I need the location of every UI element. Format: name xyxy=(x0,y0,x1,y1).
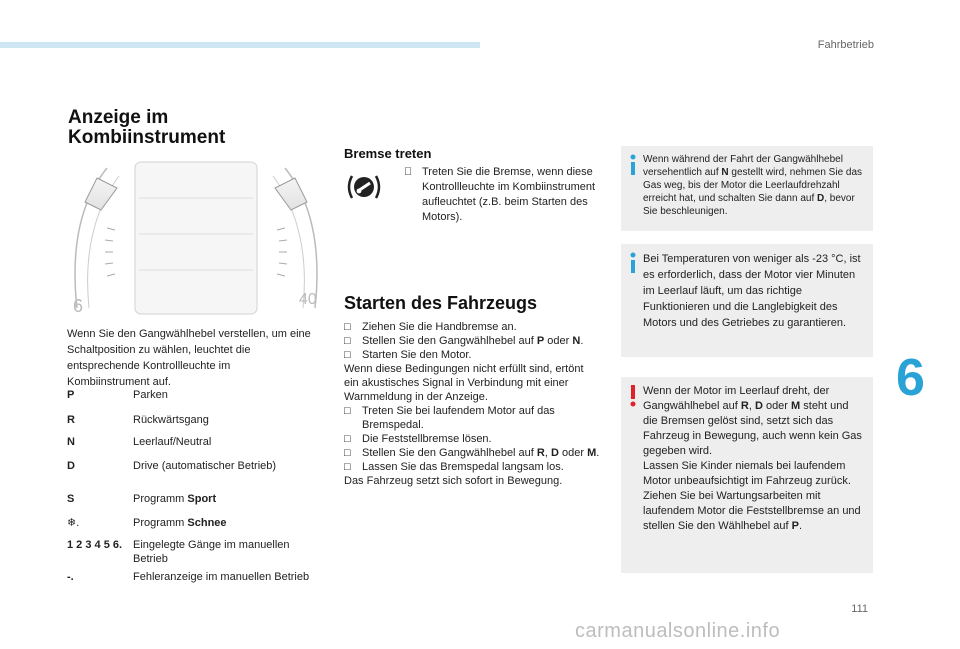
gear-d: D xyxy=(550,447,559,459)
list-item: □ Treten Sie bei laufendem Motor auf das Bremspedal. xyxy=(344,405,555,431)
title-line-2: Kombiinstrument xyxy=(68,127,226,148)
brake-instruction xyxy=(404,165,612,225)
list-item: □ Stellen Sie den Gangwählhebel auf R, D oder M. xyxy=(344,447,600,459)
step-text: Starten Sie den Motor. xyxy=(362,349,472,361)
intro-paragraph: Wenn Sie den Gangwählhebel verstellen, um eine Schaltposition zu wählen, leuchtet die entsprechende Kontrollleuchte im Kombiinstrument auf. xyxy=(67,328,311,388)
note-text: steht und die Bremsen gelöst sind, setzt sich das Fahrzeug in Bewegung, auch wenn kein Gas gegeben wird. xyxy=(643,400,862,457)
gear-m: M xyxy=(791,400,801,412)
page-number: 111 xyxy=(851,603,868,615)
warning-icon xyxy=(627,385,639,407)
gear-value xyxy=(133,492,313,506)
info-icon xyxy=(627,252,639,274)
gear-key: 1 2 3 4 5 6. xyxy=(67,539,123,551)
step-text: Stellen Sie den Gangwählhebel auf xyxy=(362,335,537,347)
gear-n: N xyxy=(572,335,581,347)
gear-d: D xyxy=(817,193,825,204)
step-text: Lassen Sie das Bremspedal langsam los. xyxy=(362,461,564,473)
gear-key: S xyxy=(67,493,75,505)
gear-n: N xyxy=(721,167,729,178)
note-text: , xyxy=(748,400,755,412)
gear-key: P xyxy=(67,389,75,401)
warning-note-idle xyxy=(621,377,873,573)
warning-paragraph-2: Lassen Sie Kinder niemals bei laufendem Motor unbeaufsichtigt im Fahrzeug zurück. xyxy=(643,460,851,487)
gear-value: Fehleranzeige im manuellen Betrieb xyxy=(133,571,310,583)
step-text: Treten Sie bei laufendem Motor auf das Bremspedal. xyxy=(362,405,555,431)
note-text: Wenn während der Fahrt der Gangwählhebel versehentlich auf xyxy=(643,154,843,178)
section-title-display xyxy=(68,108,225,148)
step-text: Ziehen Sie die Handbremse an. xyxy=(362,321,517,333)
gear-value: Leerlauf/Neutral xyxy=(133,436,212,448)
cluster-left-scale-label: 6 xyxy=(73,296,84,316)
cluster-right-scale-label: 40 xyxy=(299,291,317,308)
gear-value xyxy=(133,516,313,530)
step-text: . xyxy=(580,335,584,347)
gear-value-prefix: Programm xyxy=(133,517,188,529)
snowflake-icon: ❄. xyxy=(67,517,80,529)
note-text: Ziehen Sie bei Wartungsarbeiten mit laufendem Motor die Feststellbremse an und stellen Sie den Wählhebel auf xyxy=(643,490,861,532)
note-text: oder xyxy=(762,400,792,412)
note-text: gestellt wird, nehmen Sie das Gas weg, bis der Motor die Leerlaufdrehzahl erreicht hat, und schalten Sie dann auf xyxy=(643,167,863,204)
note-text: , bevor Sie beschleunigen. xyxy=(643,193,855,217)
note-text: Wenn der Motor im Leerlauf dreht, der Gangwählhebel auf xyxy=(643,385,830,412)
info-icon xyxy=(627,154,639,176)
title-line-1: Anzeige im xyxy=(68,107,169,128)
step-text: , xyxy=(544,447,551,459)
gear-d: D xyxy=(754,400,763,412)
gear-r: R xyxy=(536,447,545,459)
list-item: □ Starten Sie den Motor. xyxy=(344,349,472,361)
condition-text: Wenn diese Bedingungen nicht erfüllt sind, ertönt ein akustisches Signal in Verbindung mit einer Warnmeldung in der Anzeige. xyxy=(344,363,584,403)
list-item: □ Lassen Sie das Bremspedal langsam los. xyxy=(344,461,564,473)
gear-value: Rückwärtsgang xyxy=(133,414,209,426)
chapter-label: Fahrbetrieb xyxy=(817,39,874,51)
gear-value-prefix: Programm xyxy=(133,493,188,505)
gear-value-bold: Sport xyxy=(187,493,217,505)
header-bar xyxy=(0,42,480,48)
gear-key: D xyxy=(67,460,75,472)
gear-value: Drive (automatischer Betrieb) xyxy=(133,460,277,472)
brake-section-title: Bremse treten xyxy=(344,146,432,161)
list-item: □ Ziehen Sie die Handbremse an. xyxy=(344,321,517,333)
step-text: . xyxy=(596,447,600,459)
gear-p: P xyxy=(791,520,799,532)
info-note-temperature xyxy=(621,244,873,357)
info-note-neutral xyxy=(621,146,873,231)
brake-pedal-warning-icon xyxy=(344,170,384,204)
start-section-title: Starten des Fahrzeugs xyxy=(344,293,538,313)
gear-m: M xyxy=(587,447,597,459)
brake-instruction-text: Treten Sie die Bremse, wenn diese Kontrollleuchte im Kombiinstrument aufleuchtet (z.B. beim Starten des Motors). xyxy=(422,166,596,223)
start-steps xyxy=(344,320,600,488)
warning-paragraph-1 xyxy=(643,384,865,459)
list-item: □ Stellen Sie den Gangwählhebel auf P oder N. xyxy=(344,335,584,347)
chapter-number: 6 xyxy=(896,349,925,407)
step-text: Die Feststellbremse lösen. xyxy=(362,433,492,445)
watermark: carmanualsonline.info xyxy=(575,620,781,642)
gear-r: R xyxy=(740,400,749,412)
gear-key: -. xyxy=(67,571,74,583)
warning-paragraph-3 xyxy=(643,489,865,534)
gear-key: N xyxy=(67,436,75,448)
step-text: oder xyxy=(544,335,573,347)
note-text: Bei Temperaturen von weniger als -23 °C, ist es erforderlich, dass der Motor vier Minuten im Leerlauf läuft, um das richtige Funktionieren und die Langlebigkeit des Motors und des Getriebes zu garantieren. xyxy=(643,253,861,329)
gear-key: R xyxy=(67,414,75,426)
gear-value: Parken xyxy=(133,389,168,401)
instrument-cluster-illustration xyxy=(67,158,325,318)
gear-value-bold: Schnee xyxy=(187,517,227,529)
list-item: □ Die Feststellbremse lösen. xyxy=(344,433,492,445)
note-text: . xyxy=(798,520,803,532)
gear-value: Eingelegte Gänge im manuellen Betrieb xyxy=(133,539,290,565)
closing-text: Das Fahrzeug setzt sich sofort in Bewegung. xyxy=(344,475,563,487)
step-text: Stellen Sie den Gangwählhebel auf xyxy=(362,447,537,459)
step-text: oder xyxy=(558,447,588,459)
gear-p: P xyxy=(536,335,545,347)
